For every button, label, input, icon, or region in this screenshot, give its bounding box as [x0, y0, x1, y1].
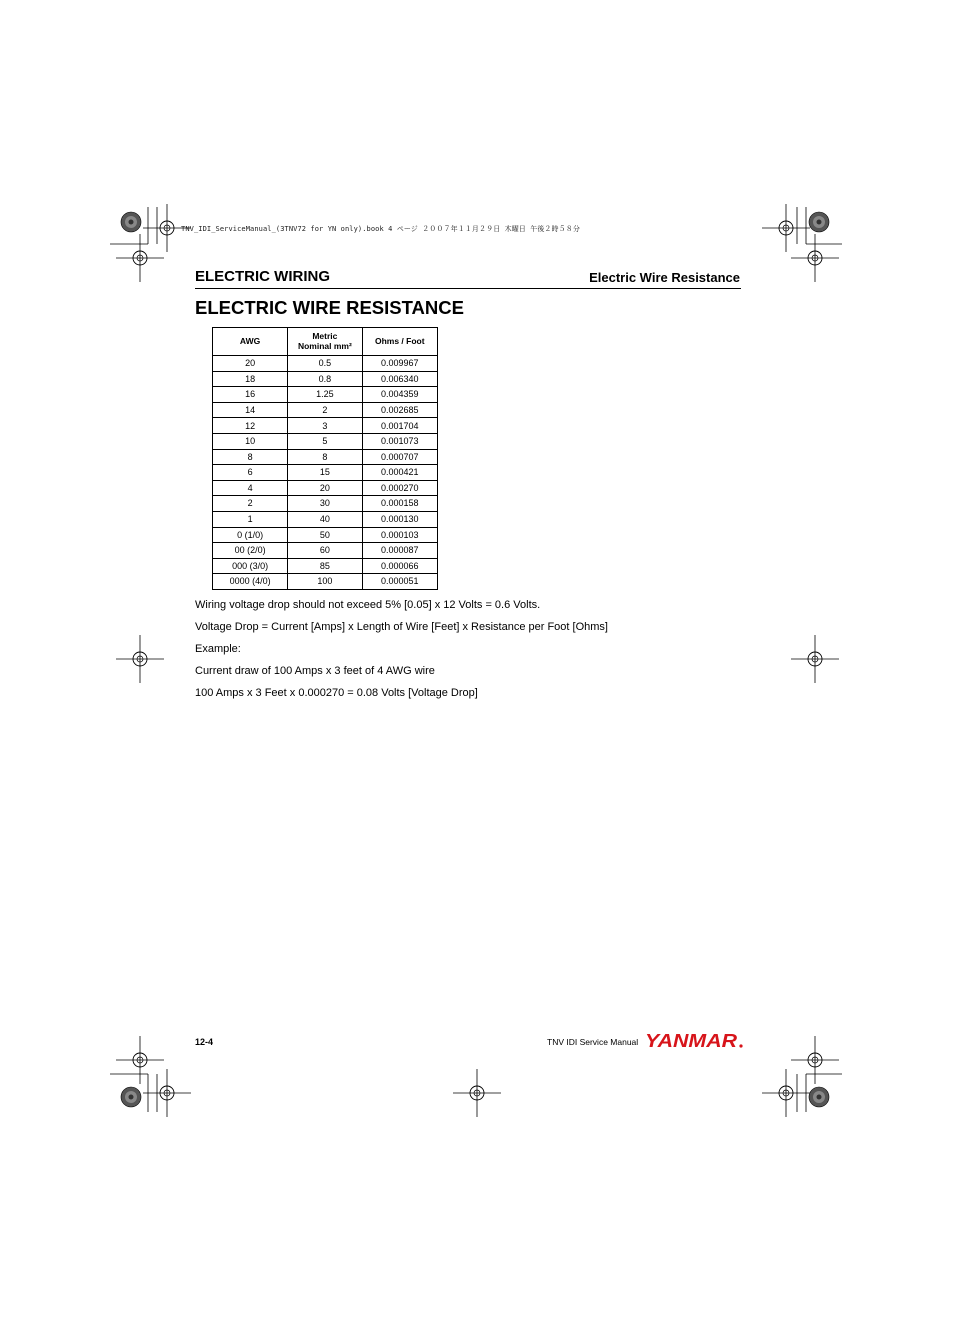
cell-awg: 0000 (4/0) [213, 574, 288, 590]
yanmar-logo [645, 1031, 745, 1051]
registration-target-top-right [762, 204, 810, 252]
cell-metric: 5 [288, 433, 362, 449]
topic-header: Electric Wire Resistance [589, 270, 740, 285]
logo-wordmark: YANMAR [645, 1031, 737, 1051]
registration-target-top-left [143, 204, 191, 252]
cell-awg: 00 (2/0) [213, 543, 288, 559]
cell-ohms: 0.006340 [362, 371, 437, 387]
cell-ohms: 0.002685 [362, 402, 437, 418]
column-header-metric [288, 328, 362, 356]
cell-ohms: 0.000087 [362, 543, 437, 559]
table-row [213, 402, 438, 418]
registration-disc-top-left [121, 212, 141, 232]
cell-awg: 20 [213, 356, 288, 372]
example-label: Example: [195, 643, 241, 655]
cell-ohms: 0.001704 [362, 418, 437, 434]
table-row [213, 558, 438, 574]
registration-target-bottom-right [762, 1069, 810, 1117]
cell-awg: 18 [213, 371, 288, 387]
cell-metric: 85 [288, 558, 362, 574]
manual-name: TNV IDI Service Manual [547, 1037, 639, 1047]
registration-target-right-bottom [791, 1036, 839, 1084]
cell-awg: 10 [213, 433, 288, 449]
table-row [213, 543, 438, 559]
cell-ohms: 0.000066 [362, 558, 437, 574]
registration-target-bottom-center [453, 1069, 501, 1117]
print-slug: TNV_IDI_ServiceManual_(3TNV72 for YN only).book 4 ページ ２００７年１１月２９日 木曜日 午後２時５８分 [181, 225, 580, 233]
table-row [213, 527, 438, 543]
section-header: ELECTRIC WIRING [195, 268, 330, 285]
cell-awg: 12 [213, 418, 288, 434]
cell-metric: 15 [288, 465, 362, 481]
table-row [213, 465, 438, 481]
cell-ohms: 0.000103 [362, 527, 437, 543]
cell-awg: 000 (3/0) [213, 558, 288, 574]
registration-disc-top-right [809, 212, 829, 232]
cell-ohms: 0.000270 [362, 480, 437, 496]
cell-ohms: 0.000421 [362, 465, 437, 481]
voltage-drop-formula-text: Voltage Drop = Current [Amps] x Length of Wire [Feet] x Resistance per Foot [Ohms] [195, 621, 608, 633]
cell-ohms: 0.001073 [362, 433, 437, 449]
registration-target-bottom-left [143, 1069, 191, 1117]
cell-awg: 0 (1/0) [213, 527, 288, 543]
cell-metric: 40 [288, 511, 362, 527]
registration-target-mid-right [791, 635, 839, 683]
cell-metric: 0.8 [288, 371, 362, 387]
cell-awg: 6 [213, 465, 288, 481]
cell-awg: 4 [213, 480, 288, 496]
cell-ohms: 0.004359 [362, 387, 437, 403]
table-row [213, 449, 438, 465]
cell-metric: 60 [288, 543, 362, 559]
cell-awg: 14 [213, 402, 288, 418]
registration-target-right-top [791, 234, 839, 282]
cell-awg: 2 [213, 496, 288, 512]
cell-ohms: 0.000158 [362, 496, 437, 512]
table-row [213, 387, 438, 403]
cell-metric: 20 [288, 480, 362, 496]
cell-ohms: 0.000130 [362, 511, 437, 527]
cell-awg: 8 [213, 449, 288, 465]
example-description: Current draw of 100 Amps x 3 feet of 4 AWG wire [195, 665, 435, 677]
page-title: ELECTRIC WIRE RESISTANCE [195, 297, 464, 318]
table-row [213, 356, 438, 372]
table-row [213, 496, 438, 512]
column-header-metric-line2: Nominal mm² [297, 340, 352, 351]
cell-awg: 1 [213, 511, 288, 527]
registration-target-mid-left [116, 635, 164, 683]
table-row [213, 433, 438, 449]
cell-metric: 3 [288, 418, 362, 434]
cell-metric: 100 [288, 574, 362, 590]
page-number: 12-4 [195, 1037, 214, 1047]
registration-disc-bottom-left [121, 1087, 141, 1107]
cell-awg: 16 [213, 387, 288, 403]
table-row [213, 574, 438, 590]
wire-resistance-table [212, 327, 438, 590]
cell-metric: 0.5 [288, 356, 362, 372]
column-header-metric-line1: Metric [312, 330, 338, 341]
table-row [213, 480, 438, 496]
cell-metric: 50 [288, 527, 362, 543]
header-rule [195, 288, 741, 289]
cell-ohms: 0.000051 [362, 574, 437, 590]
voltage-drop-limit-text: Wiring voltage drop should not exceed 5% [0.05] x 12 Volts = 0.6 Volts. [195, 599, 541, 611]
table-row [213, 371, 438, 387]
cell-metric: 30 [288, 496, 362, 512]
column-header-awg: AWG [213, 328, 288, 356]
table-row [213, 511, 438, 527]
column-header-ohms: Ohms / Foot [362, 328, 437, 356]
cell-ohms: 0.000707 [362, 449, 437, 465]
cell-metric: 8 [288, 449, 362, 465]
registration-disc-bottom-right [809, 1087, 829, 1107]
cell-metric: 1.25 [288, 387, 362, 403]
example-calculation: 100 Amps x 3 Feet x 0.000270 = 0.08 Volts [Voltage Drop] [195, 687, 478, 699]
cell-metric: 2 [288, 402, 362, 418]
table-row [213, 418, 438, 434]
table-header-row [213, 328, 438, 356]
cell-ohms: 0.009967 [362, 356, 437, 372]
